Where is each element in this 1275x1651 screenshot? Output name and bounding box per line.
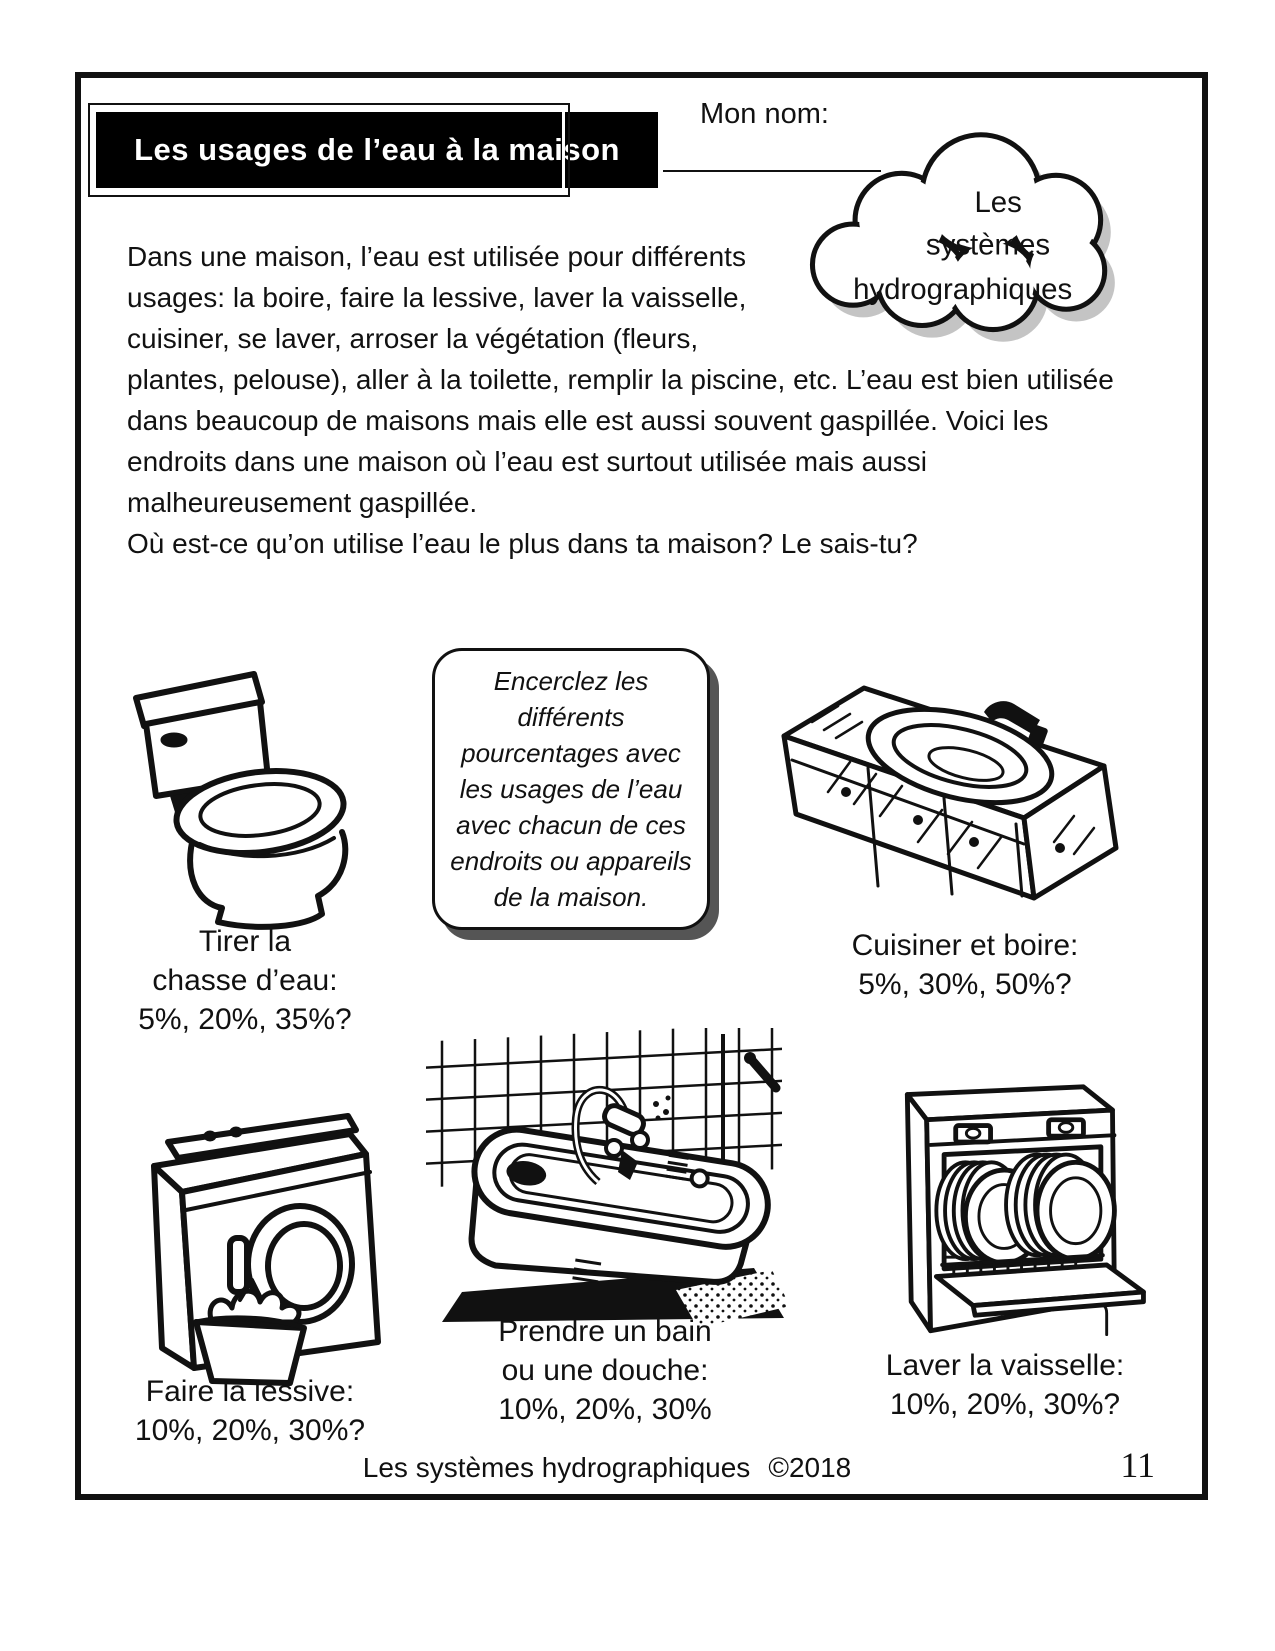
name-label: Mon nom: <box>700 98 829 130</box>
bathtub-icon <box>418 1028 790 1333</box>
caption-line: chasse d’eau: <box>152 964 338 997</box>
footer-copyright: ©2018 <box>768 1452 852 1483</box>
instruction-text: Encerclez les différents pourcentages avec les usages de l’eau avec chacun de ces endroits ou appareils de la maison. <box>450 666 692 912</box>
cloud-line-3: hydrographiques <box>853 273 1073 307</box>
caption-percentages: 10%, 20%, 30%? <box>889 1388 1121 1421</box>
caption-line: Faire la lessive: <box>145 1375 355 1408</box>
toilet-icon <box>108 638 380 930</box>
caption-line: Cuisiner et boire: <box>851 929 1079 962</box>
bathroom-sink-icon <box>768 652 1124 924</box>
caption-percentages: 10%, 20%, 30% <box>498 1393 712 1426</box>
instruction-box <box>432 648 710 930</box>
caption-percentages: 5%, 30%, 50%? <box>858 968 1072 1001</box>
bathtub-caption <box>460 1312 750 1429</box>
title-outline-box <box>88 103 570 197</box>
intro-part-2: Où est-ce qu’on utilise l’eau le plus dans ta maison? Le sais-tu? <box>127 528 918 559</box>
cloud-callout <box>780 98 1125 346</box>
footer-series-title: Les systèmes hydrographiques <box>362 1452 751 1483</box>
caption-percentages: 10%, 20%, 30%? <box>134 1414 366 1447</box>
dishwasher-caption <box>830 1346 1180 1424</box>
page-number: 11 <box>1120 1445 1155 1485</box>
washing-machine-icon <box>98 1088 390 1388</box>
caption-line: Tirer la <box>198 925 292 958</box>
dishwasher-icon <box>852 1052 1162 1352</box>
page-title: Les usages de l’eau à la maison <box>134 132 620 167</box>
washer-caption <box>110 1372 390 1450</box>
caption-line: ou une douche: <box>501 1354 709 1387</box>
caption-percentages: 5%, 20%, 35%? <box>138 1003 352 1036</box>
caption-line: Prendre un bain <box>498 1315 712 1348</box>
footer <box>327 1452 887 1484</box>
sink-caption <box>790 926 1140 1004</box>
cloud-line-2: systèmes <box>925 228 1051 262</box>
cloud-line-1: Les <box>974 185 1022 219</box>
intro-text-1: Dans une maison, l’eau est utilisée pour différents usages: la boire, faire la lessive, laver la vaisselle, cuisiner, se laver, arroser la végétation (fleurs, plantes, pelouse), aller à la toilette, remplir la piscine, etc. L’eau est bien utilisée dans beaucoup de maisons mais elle est aussi souvent gaspillée. Voici les endroits dans une maison où l’eau est surtout utilisée mais aussi malheureusement gaspillée. <box>127 241 1114 518</box>
toilet-caption <box>100 922 390 1039</box>
caption-line: Laver la vaisselle: <box>885 1349 1125 1382</box>
